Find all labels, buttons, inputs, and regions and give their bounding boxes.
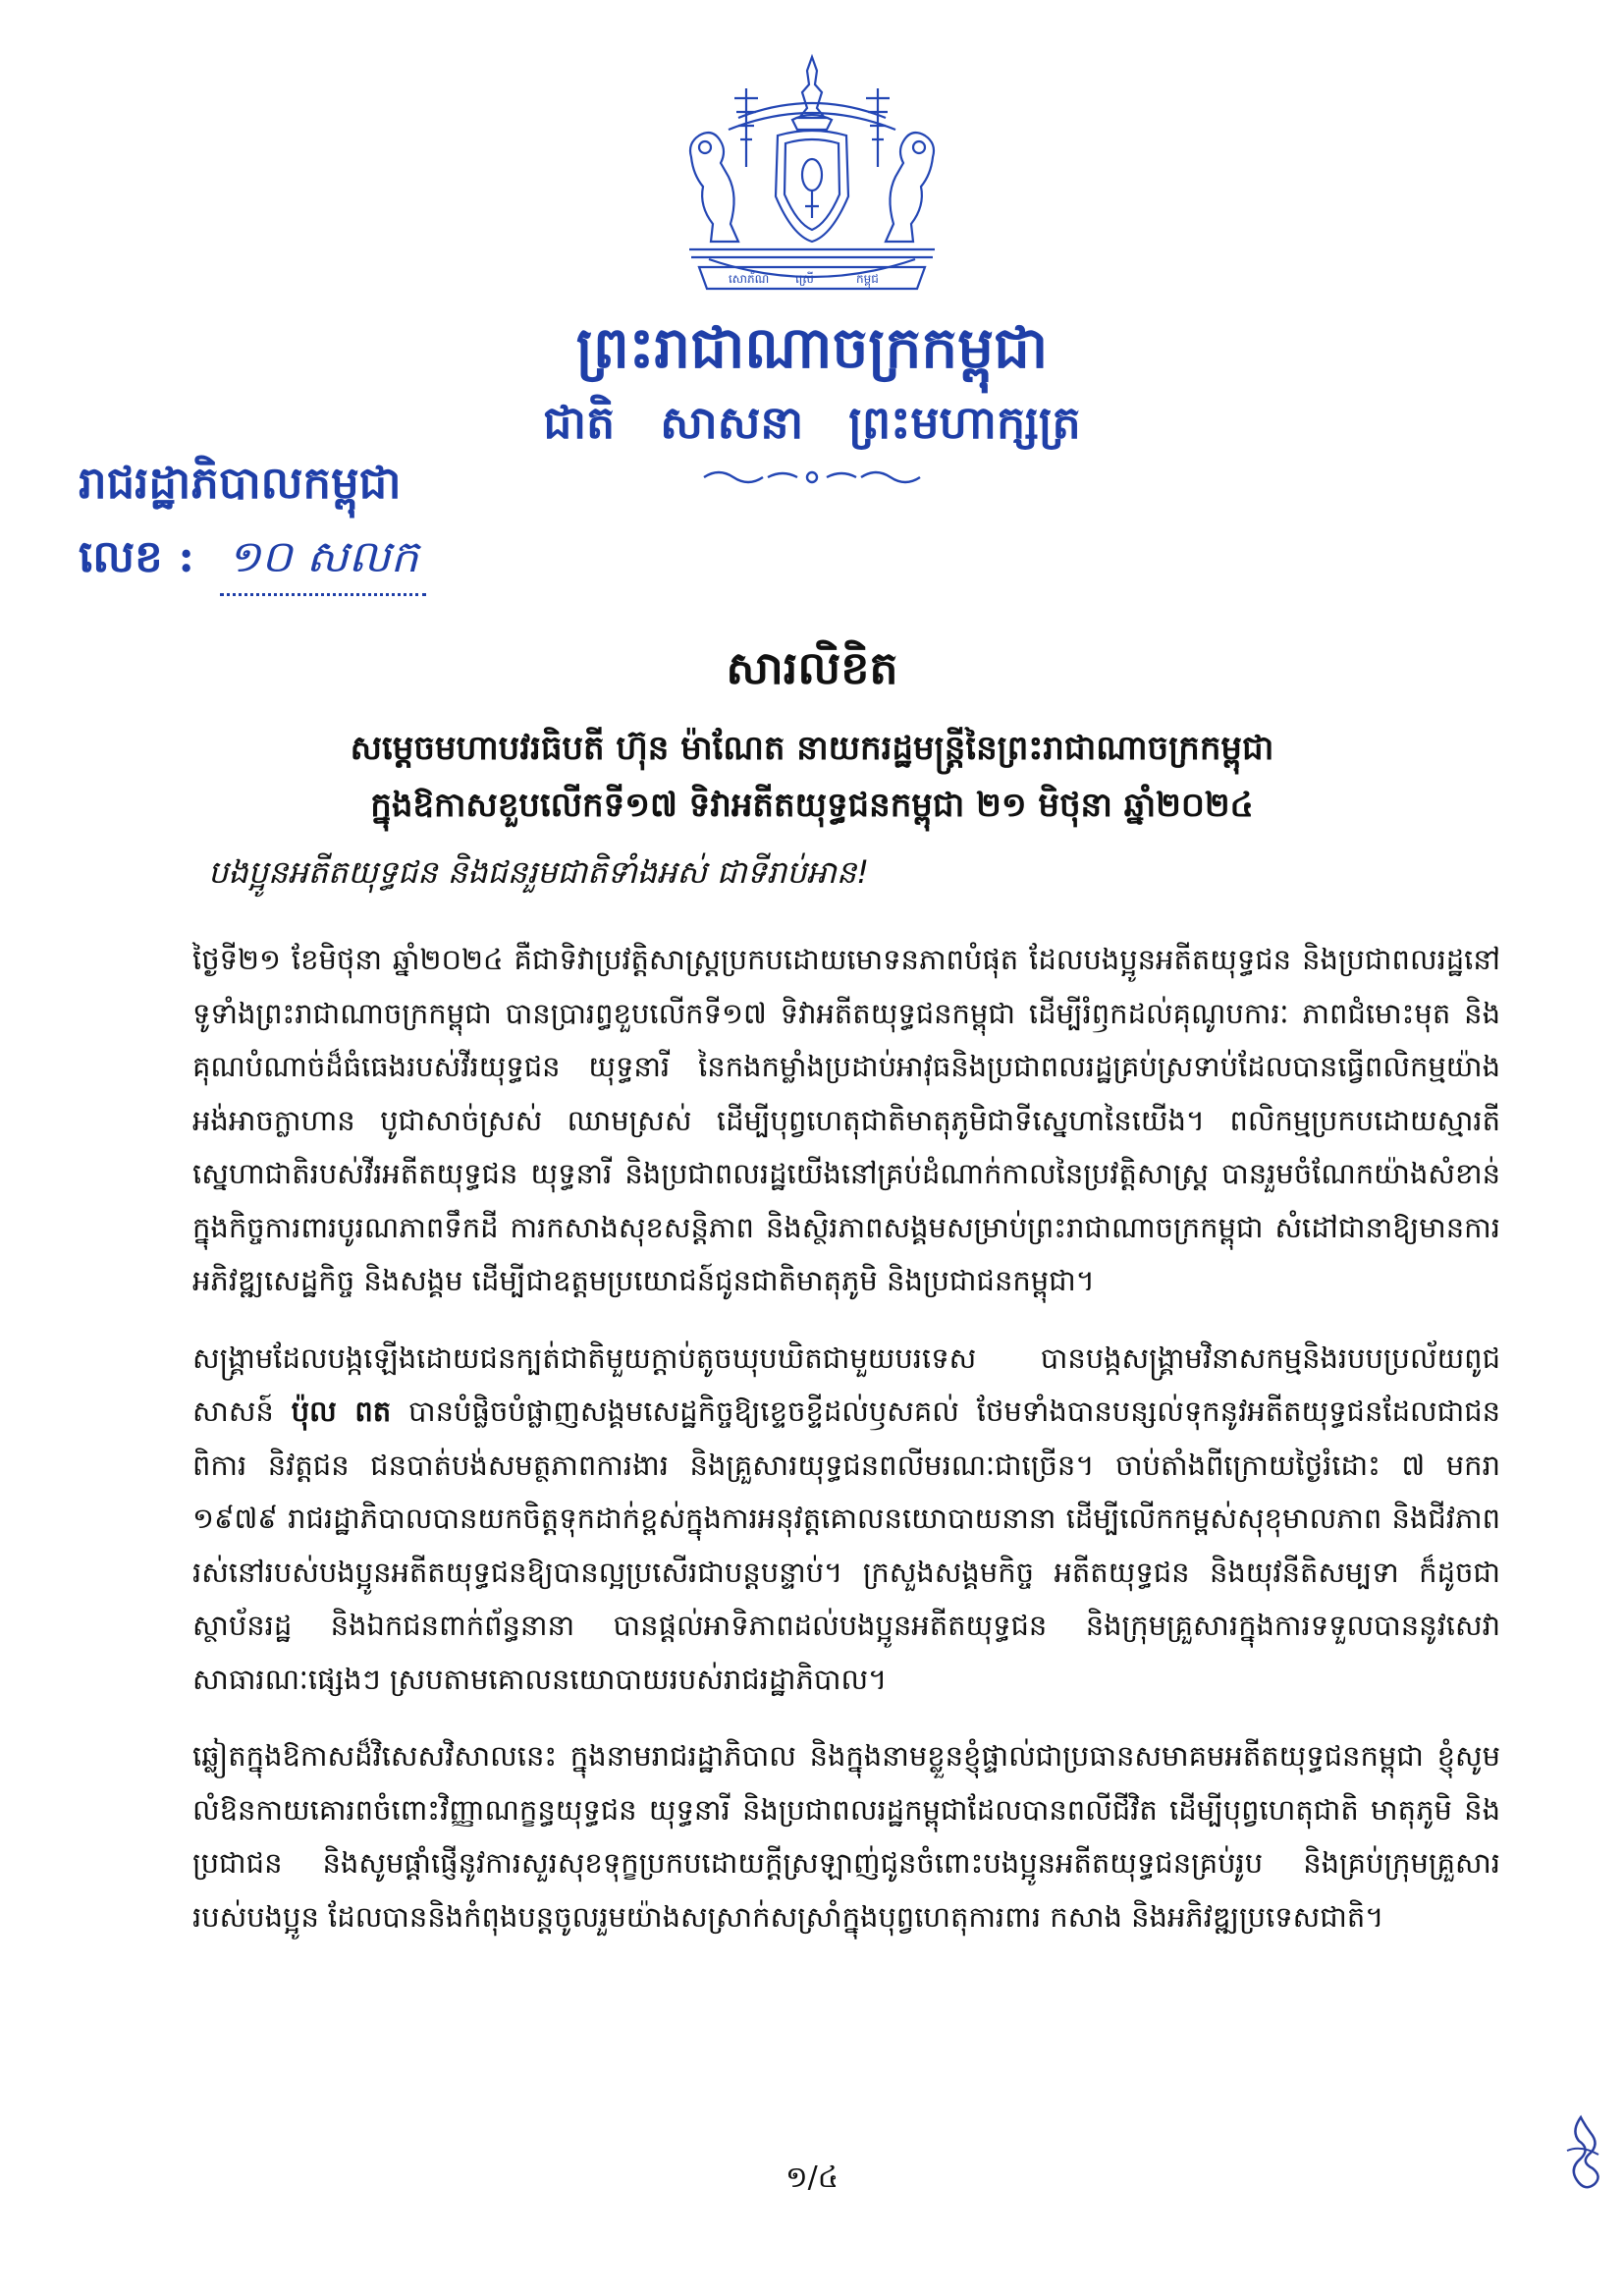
emblem-label-right: កម្ពុជ (856, 272, 879, 286)
government-name: រាជរដ្ឋាភិបាលកម្ពុជា (79, 457, 402, 509)
paragraph-1: ថ្ងៃទី២១ ខែមិថុនា ឆ្នាំ២០២៤ គឺជាទិវាប្រវត្តិសាស្ត្រប្រកបដោយមោទនភាពបំផុត ដែលបងប្អូនអតីតយុទ្ធជន និងប្រជាពលរដ្ឋនៅទូទាំងព្រះរាជាណាចក្រកម្ពុជា បានប្រារព្ធខួបលើកទី១៧ ទិវាអតីតយុទ្ធជនកម្ពុជា ដើម្បីរំឭកដល់គុណូបការៈ ភាពជំមោះមុត និងគុណបំណាច់ដ៏ធំធេងរបស់វីរយុទ្ធជន យុទ្ធនារី នៃកងកម្លាំងប្រដាប់អាវុធនិងប្រជាពលរដ្ឋគ្រប់ស្រទាប់ដែលបានធ្វើពលិកម្មយ៉ាងអង់អាចក្លាហាន បូជាសាច់ស្រស់ ឈាមស្រស់ ដើម្បីបុព្វហេតុជាតិមាតុភូមិជាទីស្នេហានៃយើង។ ពលិកម្មប្រកបដោយស្មារតីស្នេហាជាតិរបស់វីរអតីតយុទ្ធជន យុទ្ធនារី និងប្រជាពលរដ្ឋយើងនៅគ្រប់ដំណាក់កាលនៃប្រវត្តិសាស្ត្រ បានរួមចំណែកយ៉ាងសំខាន់ក្នុងកិច្ចការពារបូរណភាពទឹកដី ការកសាងសុខសន្តិភាព និងស្ថិរភាពសង្គមសម្រាប់ព្រះរាជាណាចក្រកម្ពុជា សំដៅជានាឱ្យមានការអភិវឌ្ឍសេដ្ឋកិច្ច និងសង្គម ដើម្បីជាឧត្តមប្រយោជន៍ជូនជាតិមាតុភូមិ និងប្រជាជនកម្ពុជា។ (192, 943, 1500, 1297)
kingdom-name: ព្រះរាជាណាចក្រកម្ពុជា (575, 314, 1049, 381)
national-motto: ជាតិ សាសនា ព្រះមហាក្សត្រ (543, 396, 1081, 449)
ornament-divider (699, 465, 925, 489)
reference-label: លេខ : (79, 530, 194, 582)
emblem-label-left: សោភ័ណ (729, 272, 770, 286)
paragraph-2-part-1: សង្គ្រាមដែលបង្កឡើងដោយជនក្បត់ជាតិមួយក្ដាប់តូចឃុបឃិតជាមួយបរទេស បានបង្កសង្គ្រាមវិនាសកម្មនិងរបបប្រល័យពូជសាសន៍ (192, 1340, 1500, 1428)
initial-signature (1551, 2111, 1608, 2200)
paragraph-3: ឆ្លៀតក្នុងឱកាសដ៏វិសេសវិសាលនេះ ក្នុងនាមរាជរដ្ឋាភិបាល និងក្នុងនាមខ្លួនខ្ញុំផ្ទាល់ជាប្រធានសមាគមអតីតយុទ្ធជនកម្ពុជា ខ្ញុំសូមលំឱនកាយគោរពចំពោះវិញ្ញាណក្ខន្ធយុទ្ធជន យុទ្ធនារី និងប្រជាពលរដ្ឋកម្ពុជាដែលបានពលីជីវិត ដើម្បីបុព្វហេតុជាតិ មាតុភូមិ និងប្រជាជន និងសូមផ្ដាំផ្ញើនូវការសួរសុខទុក្ខប្រកបដោយក្ដីស្រឡាញ់ជូនចំពោះបងប្អូនអតីតយុទ្ធជនគ្រប់រូប និងគ្រប់ក្រុមគ្រួសាររបស់បងប្អូន ដែលបាននិងកំពុងបន្តចូលរួមយ៉ាងសស្រាក់សស្រាំក្នុងបុព្វហេតុការពារ កសាង និងអភិវឌ្ឍប្រទេសជាតិ។ (192, 1739, 1500, 1934)
title-line-1: សម្ដេចមហាបវរធិបតី ហ៊ុន ម៉ាណែត នាយករដ្ឋមន្ត្រីនៃព្រះរាជាណាចក្រកម្ពុជា (350, 729, 1274, 768)
paragraph-2 (192, 1332, 1500, 1707)
emblem-label-center: ស្រើ (795, 272, 814, 286)
message-body (192, 933, 1500, 1967)
document-title: សារលិខិត (726, 641, 898, 694)
paragraph-2-bold: ប៉ុល ពត (291, 1394, 392, 1428)
royal-coat-of-arms-emblem (670, 49, 954, 295)
paragraph-2-part-2: បានបំផ្លិចបំផ្លាញសង្គមសេដ្ឋកិច្ចឱ្យខ្ទេចខ្ទីដល់ឫសគល់ ថែមទាំងបានបន្សល់ទុកនូវអតីតយុទ្ធជនដែលជាជនពិការ និវត្តជន ជនបាត់បង់សមត្ថភាពការងារ និងគ្រួសារយុទ្ធជនពលីមរណៈជាច្រើន។ ចាប់តាំងពីក្រោយថ្ងៃរំដោះ ៧ មករា ១៩៧៩ រាជរដ្ឋាភិបាលបានយកចិត្តទុកដាក់ខ្ពស់ក្នុងការអនុវត្តគោលនយោបាយនានា ដើម្បីលើកកម្ពស់សុខុមាលភាព និងជីវភាពរស់នៅរបស់បងប្អូនអតីតយុទ្ធជនឱ្យបានល្អប្រសើរជាបន្តបន្ទាប់។ ក្រសួងសង្គមកិច្ច អតីតយុទ្ធជន និងយុវនីតិសម្បទា ក៏ដូចជាស្ថាប័នរដ្ឋ និងឯកជនពាក់ព័ន្ធនានា បានផ្ដល់អាទិភាពដល់បងប្អូនអតីតយុទ្ធជន និងក្រុមគ្រួសារក្នុងការទទួលបាននូវសេវាសាធារណៈផ្សេងៗ ស្របតាមគោលនយោបាយរបស់រាជរដ្ឋាភិបាល។ (192, 1394, 1501, 1696)
reference-value: ១០ សលក (220, 528, 426, 596)
title-line-2: ក្នុងឱកាសខួបលើកទី១៧ ទិវាអតីតយុទ្ធជនកម្ពុជា ២១ មិថុនា ឆ្នាំ២០២៤ (370, 786, 1254, 825)
page-number: ១/៤ (785, 2160, 839, 2195)
reference-number (79, 528, 426, 596)
salutation: បងប្អូនអតីតយុទ្ធជន និងជនរួមជាតិទាំងអស់ ជាទីរាប់អាន! (208, 853, 870, 891)
